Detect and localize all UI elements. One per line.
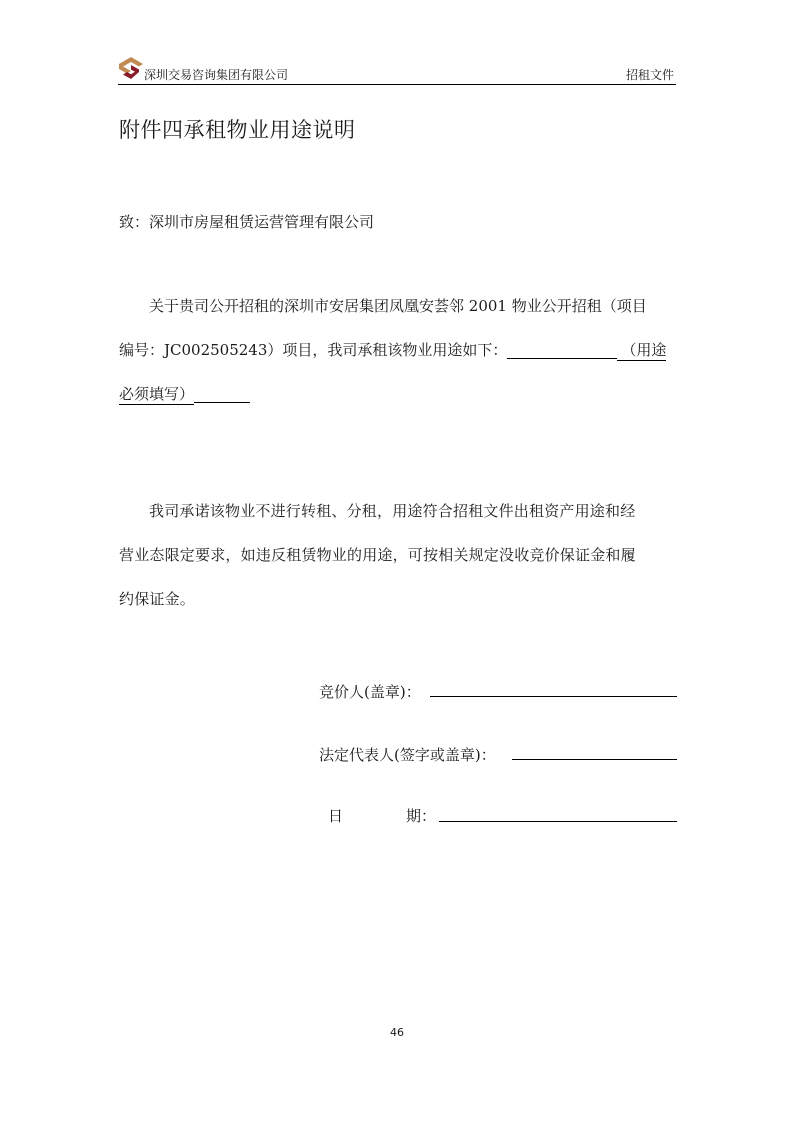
usage-line-2 [119, 328, 677, 372]
page-title: 附件四承租物业用途说明 [119, 118, 356, 142]
bidder-seal-label: 竞价人(盖章)： [319, 683, 421, 701]
date-label-period: 期： [406, 807, 437, 825]
header-company-name: 深圳交易咨询集团有限公司 [144, 68, 289, 82]
header-divider [118, 84, 676, 85]
usage-note-underline [194, 386, 250, 403]
bidder-seal-field[interactable] [430, 696, 677, 697]
usage-declaration-paragraph [119, 284, 677, 416]
usage-line-2-text: 编号：JC002505243）项目，我司承租该物业用途如下： [119, 341, 508, 359]
page-number: 46 [390, 1026, 404, 1039]
commitment-line-3: 约保证金。 [119, 590, 196, 608]
company-logo-icon [118, 56, 144, 80]
representative-signature-field[interactable] [512, 759, 677, 760]
date-label-day: 日 [328, 807, 344, 825]
usage-line-1: 关于贵司公开招租的深圳市安居集团凤凰安荟邻 2001 物业公开招租（项目 [149, 297, 647, 315]
representative-signature-label: 法定代表人(签字或盖章)： [319, 746, 496, 764]
usage-line-3 [119, 372, 677, 416]
usage-note-start: （用途 [617, 341, 666, 361]
usage-fill-in-field[interactable] [507, 342, 617, 359]
commitment-line-1: 我司承诺该物业不进行转租、分租，用途符合招租文件出租资产用途和经 [149, 502, 636, 520]
date-field[interactable] [439, 821, 677, 822]
commitment-line-2: 营业态限定要求，如违反租赁物业的用途，可按相关规定没收竞价保证金和履 [119, 546, 636, 564]
commitment-paragraph [119, 489, 677, 621]
addressee-line: 致：深圳市房屋租赁运营管理有限公司 [119, 213, 375, 231]
usage-note-end: 必须填写） [119, 385, 195, 403]
header-document-type: 招租文件 [625, 68, 674, 82]
